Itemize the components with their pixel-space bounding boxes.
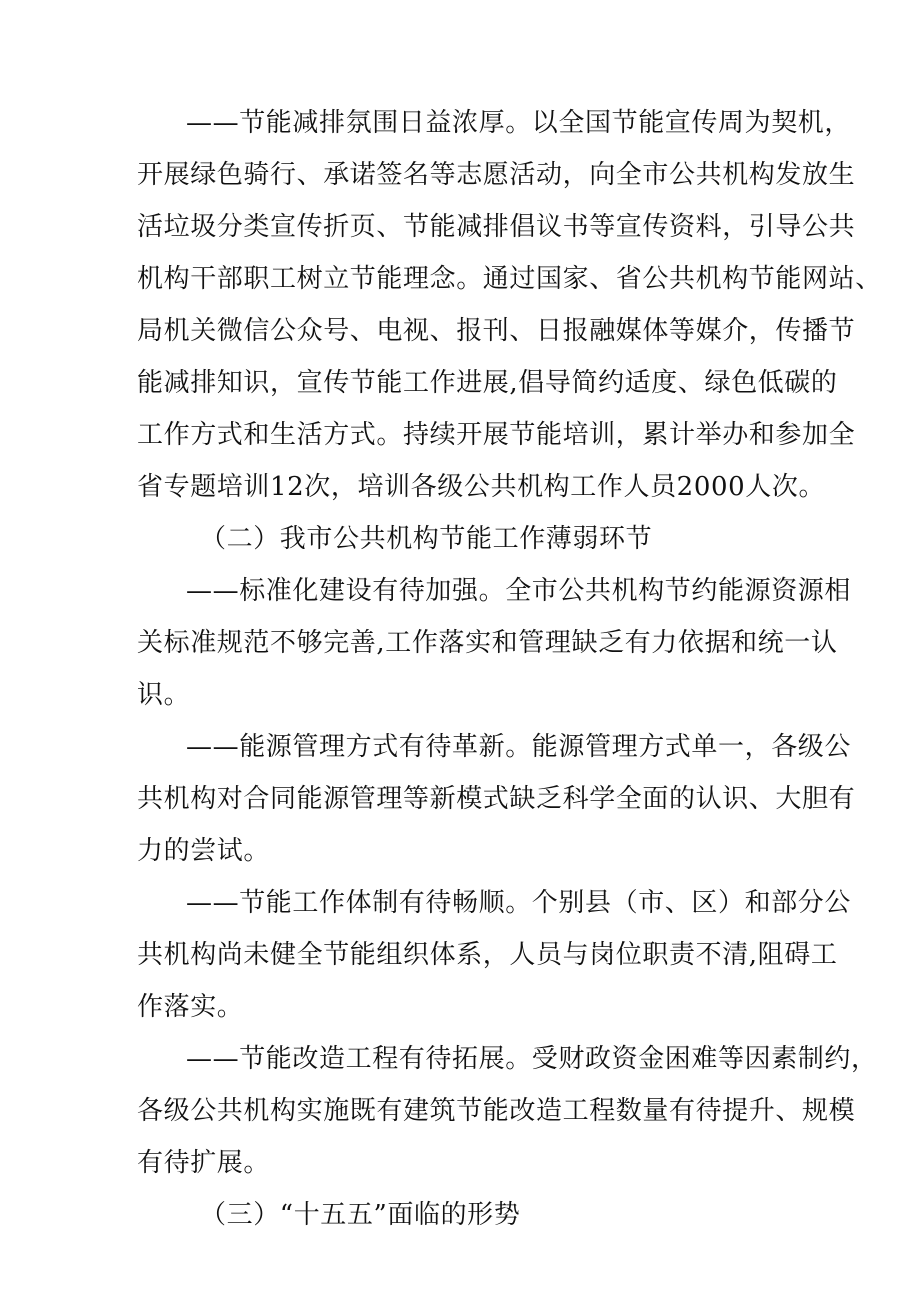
paragraph-line: 省专题培训12次，培训各级公共机构工作人员2000人次。	[137, 472, 826, 502]
paragraph-line: 识。	[137, 680, 191, 710]
section-heading: （三）“十五五”面临的形势	[200, 1200, 521, 1230]
paragraph-line: 力的尝试。	[137, 836, 271, 866]
paragraph-line: 各级公共机构实施既有建筑节能改造工程数量有待提升、规模	[137, 1096, 856, 1126]
paragraph-line: 有待扩展。	[137, 1148, 271, 1178]
paragraph-line: 作落实。	[137, 992, 244, 1022]
paragraph-line: 局机关微信公众号、电视、报刊、日报融媒体等媒介，传播节	[137, 316, 856, 346]
paragraph-line: 工作方式和生活方式。持续开展节能培训，累计举办和参加全	[137, 420, 856, 450]
paragraph-line: ——节能工作体制有待畅顺。个别县（市、区）和部分公	[186, 888, 852, 918]
paragraph-line: 共机构对合同能源管理等新模式缺乏科学全面的认识、大胆有	[137, 784, 856, 814]
paragraph-line: 机构干部职工树立节能理念。通过国家、省公共机构节能网站、	[137, 264, 882, 294]
section-heading: （二）我市公共机构节能工作薄弱环节	[200, 524, 653, 554]
paragraph-line: ——节能减排氛围日益浓厚。以全国节能宣传周为契机，	[186, 108, 852, 138]
paragraph-line: 能减排知识，宣传节能工作进展,倡导简约适度、绿色低碳的	[137, 368, 838, 398]
paragraph-line: 关标准规范不够完善,工作落实和管理缺乏有力依据和统一认	[137, 628, 838, 658]
paragraph-line: ——标准化建设有待加强。全市公共机构节约能源资源相	[186, 576, 852, 606]
paragraph-line: 开展绿色骑行、承诺签名等志愿活动，向全市公共机构发放生	[137, 160, 856, 190]
paragraph-line: ——能源管理方式有待革新。能源管理方式单一，各级公	[186, 732, 852, 762]
paragraph-line: ——节能改造工程有待拓展。受财政资金困难等因素制约，	[186, 1044, 878, 1074]
paragraph-line: 共机构尚未健全节能组织体系，人员与岗位职责不清,阻碍工	[137, 940, 838, 970]
paragraph-line: 活垃圾分类宣传折页、节能减排倡议书等宣传资料，引导公共	[137, 212, 856, 242]
